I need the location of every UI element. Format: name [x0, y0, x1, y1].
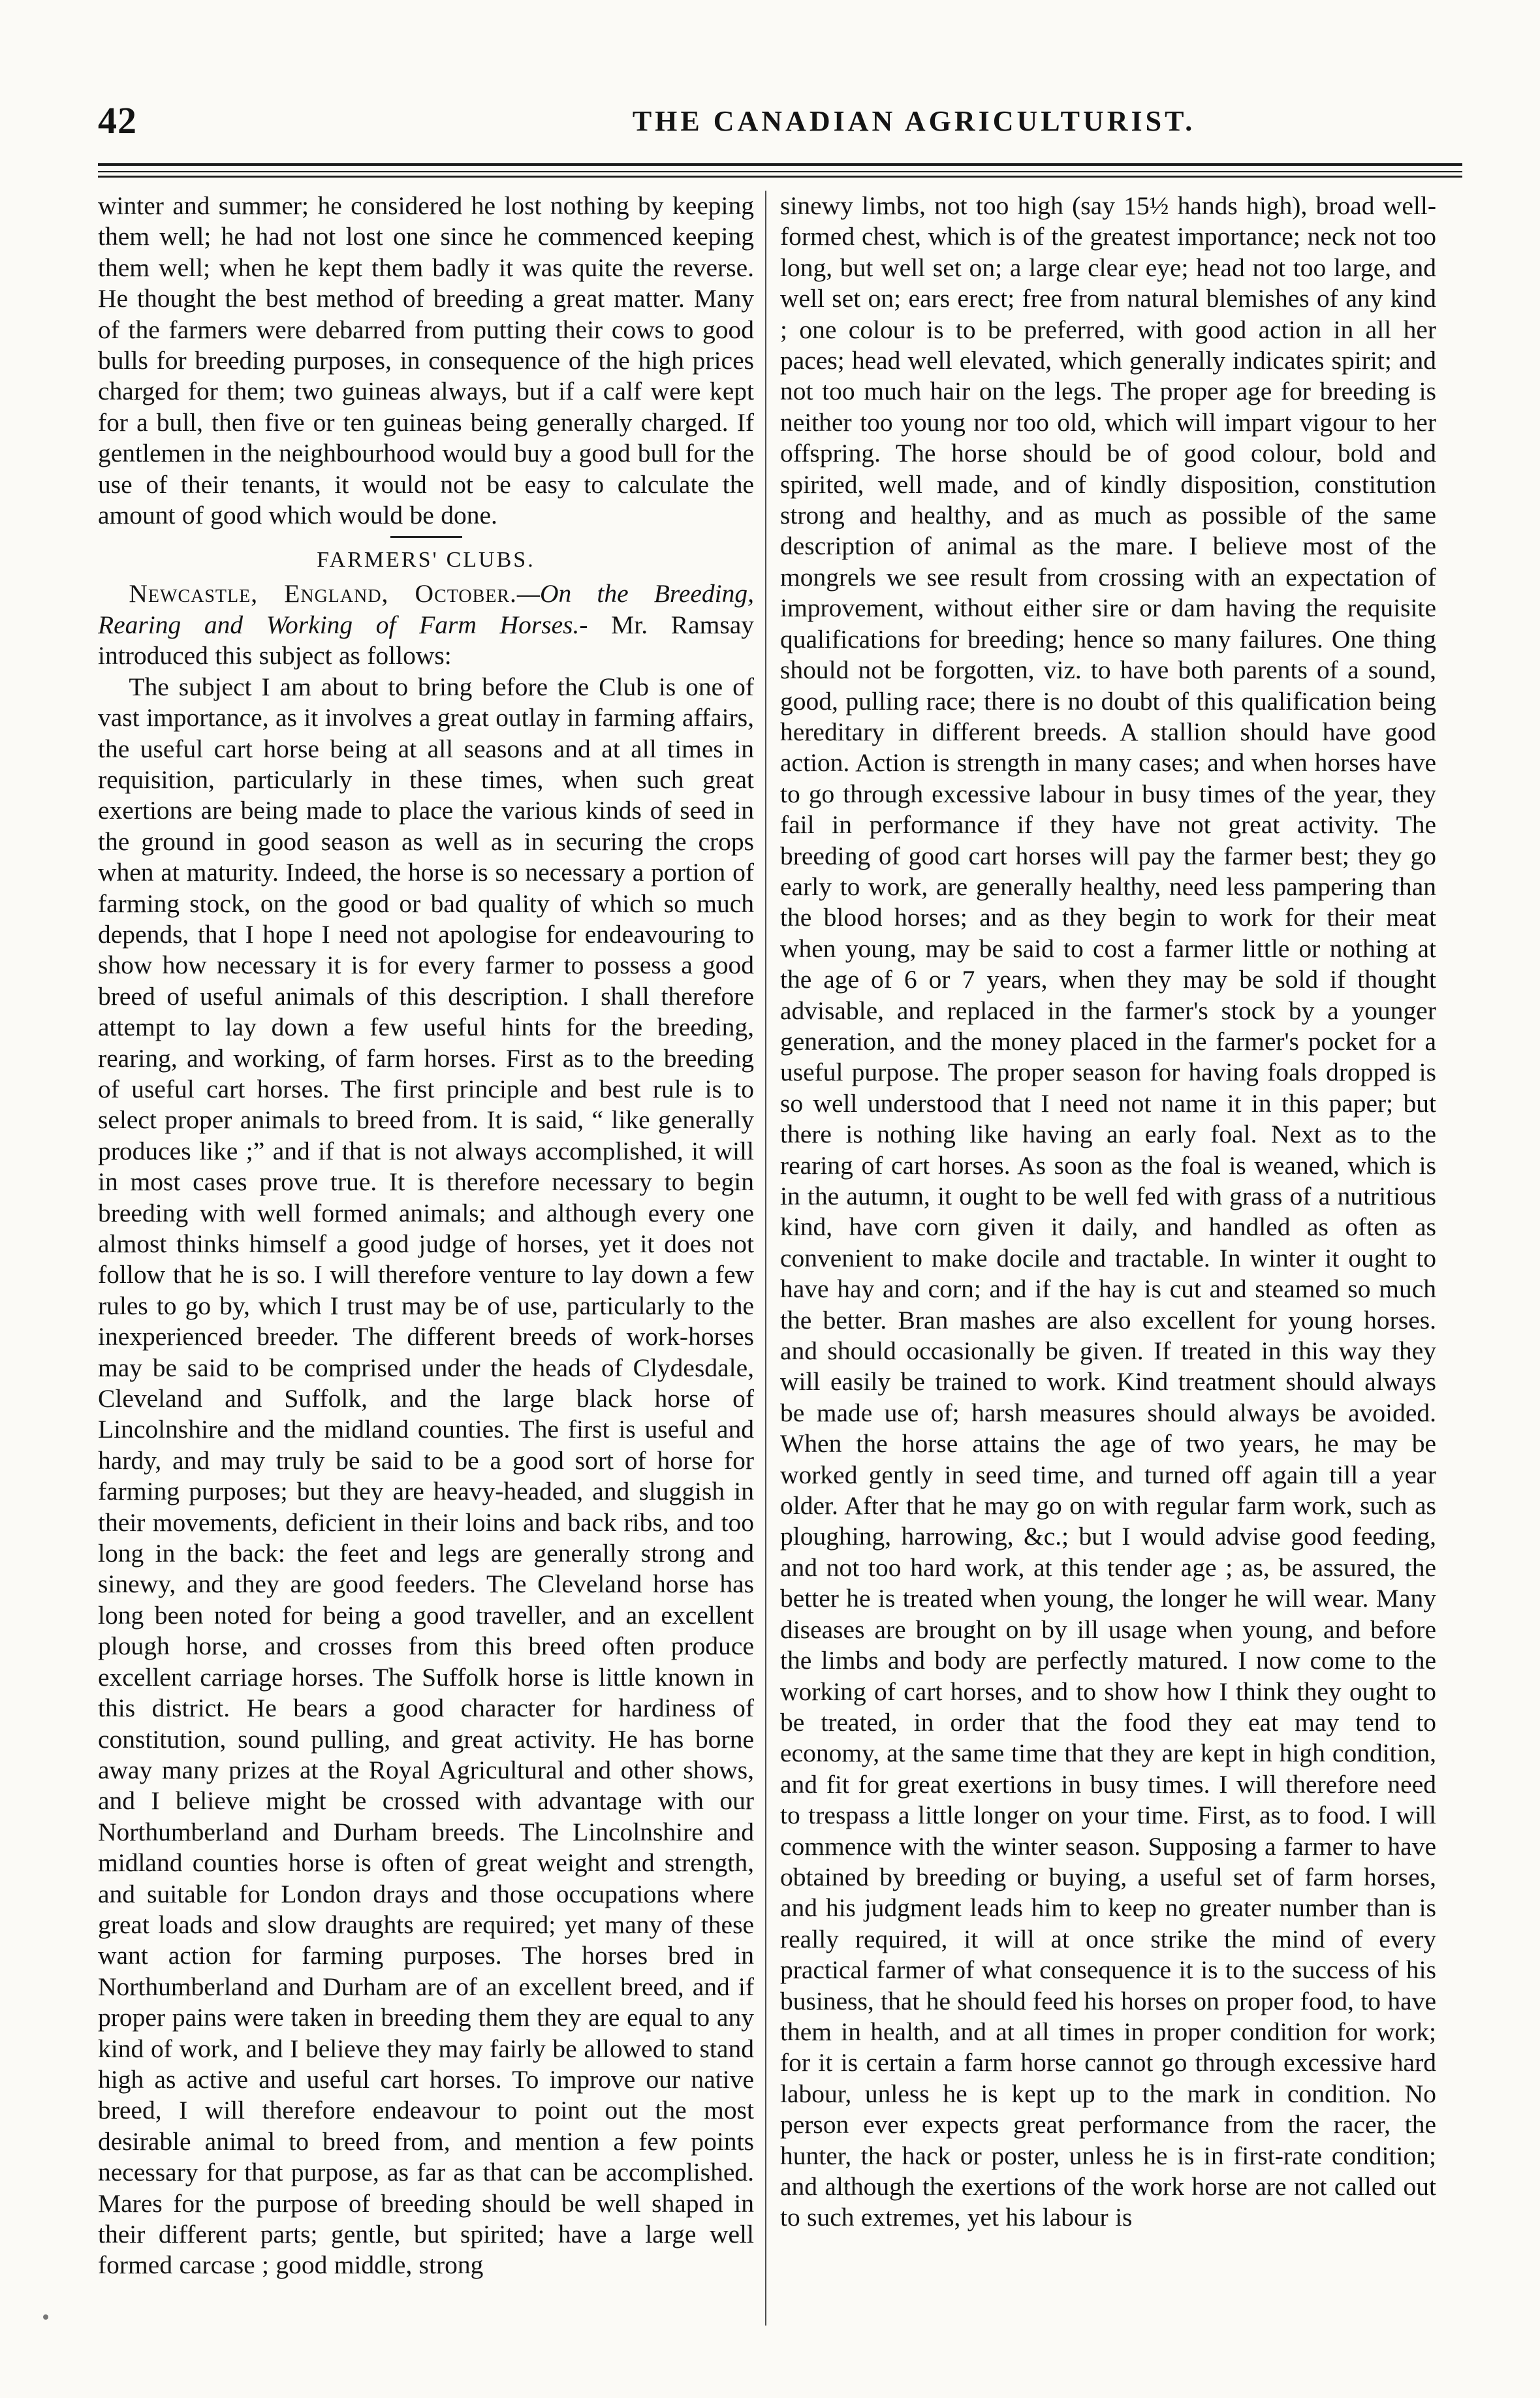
running-title: THE CANADIAN AGRICULTURIST. [632, 105, 1196, 137]
column-divider [765, 191, 766, 2326]
left-paragraph-2: The subject I am about to bring before the Club is one of vast importance, as it involves a great outlay in farming affairs, the useful cart horse being at all seasons and at all times in requisition, particularly in these times, when such great exertions are being made to place the various kinds of seed in the ground in good season as well as in securing the crops when at maturity. Indeed, the horse is so necessary a portion of farming stock, on the good or bad quality of which so much depends, that I hope I need not apologise for endeavouring to show how necessary it is for every farmer to possess a good breed of useful animals of this description. I shall therefore attempt to lay down a few useful hints for the breeding, rearing, and working, of farm horses. First as to the breeding of useful cart horses. The first principle and best rule is to select proper animals to breed from. It is said, “ like generally produces like ;” and if that is not always accomplished, it will in most cases prove true. It is therefore necessary to begin breeding with well formed animals; and although every one almost thinks himself a good judge of horses, yet it does not follow that he is so. I will therefore venture to lay down a few rules to go by, which I trust may be of use, particularly to the inexperienced breeder. The different breeds of work-horses may be said to be comprised under the heads of Clydesdale, Cleveland and Suffolk, and the large black horse of Lincolnshire and the midland counties. The first is useful and hardy, and may truly be said to be a good sort of horse for farming purposes; but they are heavy-headed, and sluggish in their movements, deficient in their loins and back ribs, and too long in the back: the feet and legs are generally strong and sinewy, and they are good feeders. The Cleveland horse has long been noted for being a good traveller, and an excellent plough horse, and crosses from this breed often produce excellent carriage horses. The Suffolk horse is little known in this district. He bears a good character for hardiness of constitution, sound pulling, and great activity. He has borne away many prizes at the Royal Agricultural and other shows, and I believe might be crossed with advantage with our Northumberland and Durham breeds. The Lincolnshire and midland counties horse is often of great weight and strength, and suitable for London drays and those occupations where great loads and slow draughts are required; yet many of these want action for farming purposes. The horses bred in Northumberland and Durham are of an excellent breed, and if proper pains were taken in breeding them they are equal to any kind of work, and I believe they may fairly be allowed to stand high as active and useful cart horses. To improve our native breed, I will therefore endeavour to point out the most desirable animal to breed from, and mention a few points necessary for that purpose, as far as that can be accomplished. Mares for the purpose of breeding should be well shaped in their different parts; gentle, but spirited; have a large well formed carcase ; good middle, strong [98, 672, 754, 2280]
article-columns [98, 191, 1462, 2339]
intro-place: Newcastle, England, October. [129, 579, 517, 608]
article-intro [98, 578, 754, 671]
header-rule-bottom [98, 176, 1462, 178]
page-header [98, 98, 1462, 157]
intro-title: —On the Breeding, Rearing and Working of Farm Horses. [98, 579, 754, 639]
page-number: 42 [98, 99, 137, 142]
margin-mark [43, 2314, 48, 2320]
section-separator [390, 536, 462, 538]
header-rule-top [98, 163, 1462, 166]
intro-rest: - Mr. Ramsay introduced this subject as follows: [98, 610, 754, 670]
section-title: FARMERS' CLUBS. [317, 548, 535, 573]
right-column [780, 191, 1436, 2339]
left-paragraph-1: winter and summer; he considered he lost nothing by keeping them well; he had not lost one since he commenced keeping them well; when he kept them badly it was quite the reverse. He thought the best method of breeding a great matter. Many of the farmers were debarred from putting their cows to good bulls for breeding purposes, in consequence of the high prices charged for them; two guineas always, but if a calf were kept for a bull, then five or ten guineas being generally charged. If gentlemen in the neighbourhood would buy a good bull for the use of their tenants, it would not be easy to calculate the amount of good which would be done. [98, 191, 754, 530]
left-column [98, 191, 754, 2339]
right-column-text: sinewy limbs, not too high (say 15½ hands high), broad well-formed chest, which is of the greatest importance; neck not too long, but well set on; a large clear eye; head not too large, and well set on; ears erect; free from natural blemishes of any kind ; one colour is to be preferred, with good action in all her paces; head well elevated, which generally indicates spirit; and not too much hair on the legs. The proper age for breeding is neither too young nor too old, which will impart vigour to her offspring. The horse should be of good colour, bold and spirited, well made, and of kindly disposition, constitution strong and healthy, and as much as possible of the same description of animal as the mare. I believe most of the mongrels we see result from crossing with an expectation of improvement, without either sire or dam having the requisite qualifications for breeding; hence so many failures. One thing should not be forgotten, viz. to have both parents of a sound, good, pulling race; there is no doubt of this qualification being hereditary in different breeds. A stallion should have good action. Action is strength in many cases; and when horses have to go through excessive labour in busy times of the year, they fail in performance if they have not great activity. The breeding of good cart horses will pay the farmer best; they go early to work, are generally healthy, need less pampering than the blood horses; and as they begin to work for their meat when young, may be said to cost a farmer little or nothing at the age of 6 or 7 years, when they may be sold if thought advisable, and replaced in the farmer's stock by a younger generation, and the money placed in the farmer's pocket for a useful purpose. The proper season for having foals dropped is so well understood that I need not name it in this paper; but there is nothing like having an early foal. Next as to the rearing of cart horses. As soon as the foal is weaned, which is in the autumn, it ought to be well fed with grass of a nutritious kind, have corn given it daily, and handled as often as convenient to make docile and tractable. In winter it ought to have hay and corn; and if the hay is cut and steamed so much the better. Bran mashes are also excellent for young horses. and should occasionally be given. If treated in this way they will easily be trained to work. Kind treatment should always be made use of; harsh measures should always be avoided. When the horse attains the age of two years, he may be worked gently in seed time, and turned off again till a year older. After that he may go on with regular farm work, such as ploughing, harrowing, &c.; but I would advise good feeding, and not too hard work, at this tender age ; as, be assured, the better he is treated when young, the longer he will wear. Many diseases are brought on by ill usage when young, and before the limbs and body are perfectly matured. I now come to the working of cart horses, and to show how I think they ought to be treated, in order that the food they eat may tend to economy, at the same time that they are kept in high condition, and fit for great exertions in busy times. I will therefore need to trespass a little longer on your time. First, as to food. I will commence with the winter season. Supposing a farmer to have obtained by breeding or buying, a useful set of farm horses, and his judgment leads him to keep no greater number than is really required, it will at once strike the mind of every practical farmer of what consequence it is to the success of his business, that he should feed his horses on proper food, to have them in health, and at all times in proper condition for work; for it is certain a farm horse cannot go through excessive hard labour, unless he is kept up to the mark in condition. No person ever expects great performance from the racer, the hunter, the hack or poster, unless he is in first-rate condition; and although the exertions of the work horse are not called out to such extremes, yet his labour is [780, 191, 1436, 2232]
header-rule-middle [98, 171, 1462, 172]
